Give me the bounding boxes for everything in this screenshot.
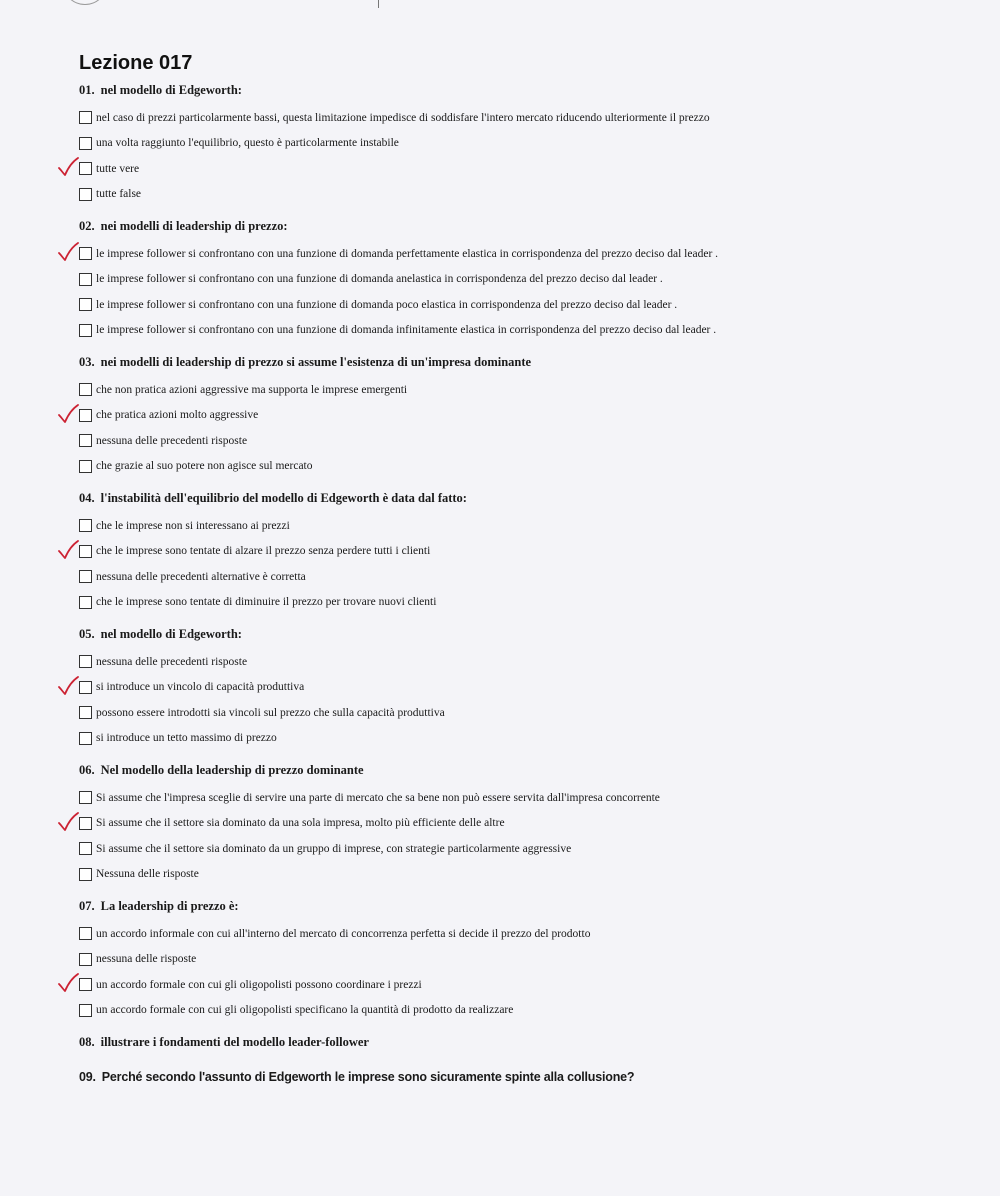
answer-option[interactable] [79,862,979,888]
check-mark-icon [57,242,79,262]
answer-checkbox[interactable] [79,868,92,881]
question-number: 02. [79,219,95,233]
answer-label: Nessuna delle risposte [96,868,199,881]
answer-label: che le imprese non si interessano ai prezzi [96,519,290,532]
answer-checkbox[interactable] [79,681,92,694]
answer-option[interactable] [79,377,979,403]
answer-label: un accordo informale con cui all'interno del mercato di concorrenza perfetta si decide il prezzo del prodotto [96,927,591,940]
answer-option[interactable] [79,267,979,293]
question-text: nei modelli di leadership di prezzo: [100,219,288,233]
answer-label: che grazie al suo potere non agisce sul mercato [96,460,313,473]
answer-checkbox[interactable] [79,434,92,447]
answer-option[interactable] [79,428,979,454]
check-mark-icon [57,404,79,424]
answer-option[interactable] [79,241,979,267]
answer-checkbox[interactable] [79,188,92,201]
answer-option[interactable] [79,292,979,318]
answer-option[interactable] [79,539,979,565]
answer-checkbox[interactable] [79,927,92,940]
answer-option[interactable] [79,726,979,752]
answer-checkbox[interactable] [79,953,92,966]
answer-checkbox[interactable] [79,732,92,745]
answer-checkbox[interactable] [79,273,92,286]
check-mark-icon [57,540,79,560]
header-divider [378,0,379,8]
question-number: 06. [79,763,95,777]
answer-checkbox[interactable] [79,570,92,583]
answer-checkbox[interactable] [79,791,92,804]
answer-option[interactable] [79,590,979,616]
answer-checkbox[interactable] [79,298,92,311]
question-number: 03. [79,355,95,369]
question-block [79,763,979,887]
question-text: La leadership di prezzo è: [100,899,239,913]
question-block [79,83,979,207]
answer-checkbox[interactable] [79,111,92,124]
answer-option[interactable] [79,105,979,131]
answer-label: un accordo formale con cui gli oligopolisti possono coordinare i prezzi [96,978,422,991]
answer-label: che le imprese sono tentate di diminuire il prezzo per trovare nuovi clienti [96,596,437,609]
question-number: 04. [79,491,95,505]
answer-label: le imprese follower si confrontano con una funzione di domanda perfettamente elastica in corrispondenza del prezzo deciso dal leader . [96,247,719,260]
answer-label: le imprese follower si confrontano con una funzione di domanda anelastica in corrispondenza del prezzo deciso dal leader . [96,273,663,286]
question-number: 08. [79,1035,95,1049]
question-list [79,83,979,1023]
question-heading [79,1070,979,1084]
answer-label: Si assume che il settore sia dominato da una sola impresa, molto più efficiente delle altre [96,817,505,830]
answer-label: Si assume che il settore sia dominato da un gruppo di imprese, con strategie particolarmente aggressive [96,842,572,855]
question-block [79,627,979,751]
question-heading [79,1035,979,1050]
answer-option[interactable] [79,318,979,344]
answer-checkbox[interactable] [79,162,92,175]
answer-option[interactable] [79,836,979,862]
open-question-list [79,1035,979,1084]
question-text: nel modello di Edgeworth: [100,627,242,641]
answer-checkbox[interactable] [79,247,92,260]
answer-label: una volta raggiunto l'equilibrio, questo è particolarmente instabile [96,137,399,150]
answer-label: che le imprese sono tentate di alzare il prezzo senza perdere tutti i clienti [96,545,431,558]
answer-checkbox[interactable] [79,978,92,991]
answer-checkbox[interactable] [79,137,92,150]
question-text: nel modello di Edgeworth: [100,83,242,97]
open-question [79,1035,979,1050]
question-heading [79,219,979,234]
answer-label: nessuna delle precedenti risposte [96,434,248,447]
answer-checkbox[interactable] [79,1004,92,1017]
question-block [79,355,979,479]
question-heading [79,83,979,98]
answer-option[interactable] [79,675,979,701]
answer-label: le imprese follower si confrontano con una funzione di domanda poco elastica in corrispondenza del prezzo deciso dal leader . [96,298,678,311]
question-block [79,491,979,615]
question-heading [79,763,979,778]
answer-label: Si assume che l'impresa sceglie di servire una parte di mercato che sa bene non può essere servita dall'impresa concorrente [96,791,660,804]
question-heading [79,899,979,914]
open-question [79,1070,979,1084]
answer-option[interactable] [79,513,979,539]
answer-label: che pratica azioni molto aggressive [96,409,259,422]
answer-label: che non pratica azioni aggressive ma supporta le imprese emergenti [96,383,408,396]
answer-label: nel caso di prezzi particolarmente bassi, questa limitazione impedisce di soddisfare l'intero mercato riducendo ulteriormente il prezzo [96,111,710,124]
question-text: Perché secondo l'assunto di Edgeworth le imprese sono sicuramente spinte alla collusione? [101,1070,635,1084]
question-text: nei modelli di leadership di prezzo si assume l'esistenza di un'impresa dominante [100,355,532,369]
answer-option[interactable] [79,947,979,973]
logo-fragment [62,0,108,5]
answer-option[interactable] [79,403,979,429]
answer-option[interactable] [79,454,979,480]
answer-checkbox[interactable] [79,545,92,558]
answer-option[interactable] [79,649,979,675]
question-heading [79,355,979,370]
answer-label: tutte vere [96,162,140,175]
question-text: illustrare i fondamenti del modello leader-follower [100,1035,369,1049]
answer-option[interactable] [79,700,979,726]
question-heading [79,491,979,506]
answer-checkbox[interactable] [79,842,92,855]
answer-label: si introduce un tetto massimo di prezzo [96,732,277,745]
answer-option[interactable] [79,131,979,157]
check-mark-icon [57,812,79,832]
question-number: 01. [79,83,95,97]
answer-option[interactable] [79,998,979,1024]
answer-label: si introduce un vincolo di capacità produttiva [96,681,305,694]
answer-checkbox[interactable] [79,383,92,396]
answer-option[interactable] [79,811,979,837]
answer-label: nessuna delle risposte [96,953,197,966]
answer-label: le imprese follower si confrontano con una funzione di domanda infinitamente elastica in corrispondenza del prezzo deciso dal leader . [96,324,717,337]
question-number: 05. [79,627,95,641]
answer-checkbox[interactable] [79,324,92,337]
check-mark-icon [57,157,79,177]
question-block [79,899,979,1023]
question-number: 07. [79,899,95,913]
answer-checkbox[interactable] [79,409,92,422]
answer-label: possono essere introdotti sia vincoli sul prezzo che sulla capacità produttiva [96,706,445,719]
answer-option[interactable] [79,156,979,182]
answer-checkbox[interactable] [79,519,92,532]
answer-checkbox[interactable] [79,706,92,719]
answer-label: nessuna delle precedenti risposte [96,655,248,668]
question-block [79,219,979,343]
question-text: l'instabilità dell'equilibrio del modello di Edgeworth è data dal fatto: [100,491,467,505]
answer-option[interactable] [79,564,979,590]
answer-label: un accordo formale con cui gli oligopolisti specificano la quantità di prodotto da realizzare [96,1004,514,1017]
answer-checkbox[interactable] [79,596,92,609]
answer-checkbox[interactable] [79,817,92,830]
answer-option[interactable] [79,972,979,998]
answer-option[interactable] [79,182,979,208]
quiz-page [79,52,979,1104]
answer-checkbox[interactable] [79,655,92,668]
question-text: Nel modello della leadership di prezzo dominante [100,763,364,777]
answer-option[interactable] [79,785,979,811]
answer-option[interactable] [79,921,979,947]
answer-label: tutte false [96,188,142,201]
lesson-title: Lezione 017 [79,52,193,74]
answer-checkbox[interactable] [79,460,92,473]
check-mark-icon [57,973,79,993]
question-number: 09. [79,1070,96,1084]
question-heading [79,627,979,642]
answer-label: nessuna delle precedenti alternative è corretta [96,570,306,583]
check-mark-icon [57,676,79,696]
